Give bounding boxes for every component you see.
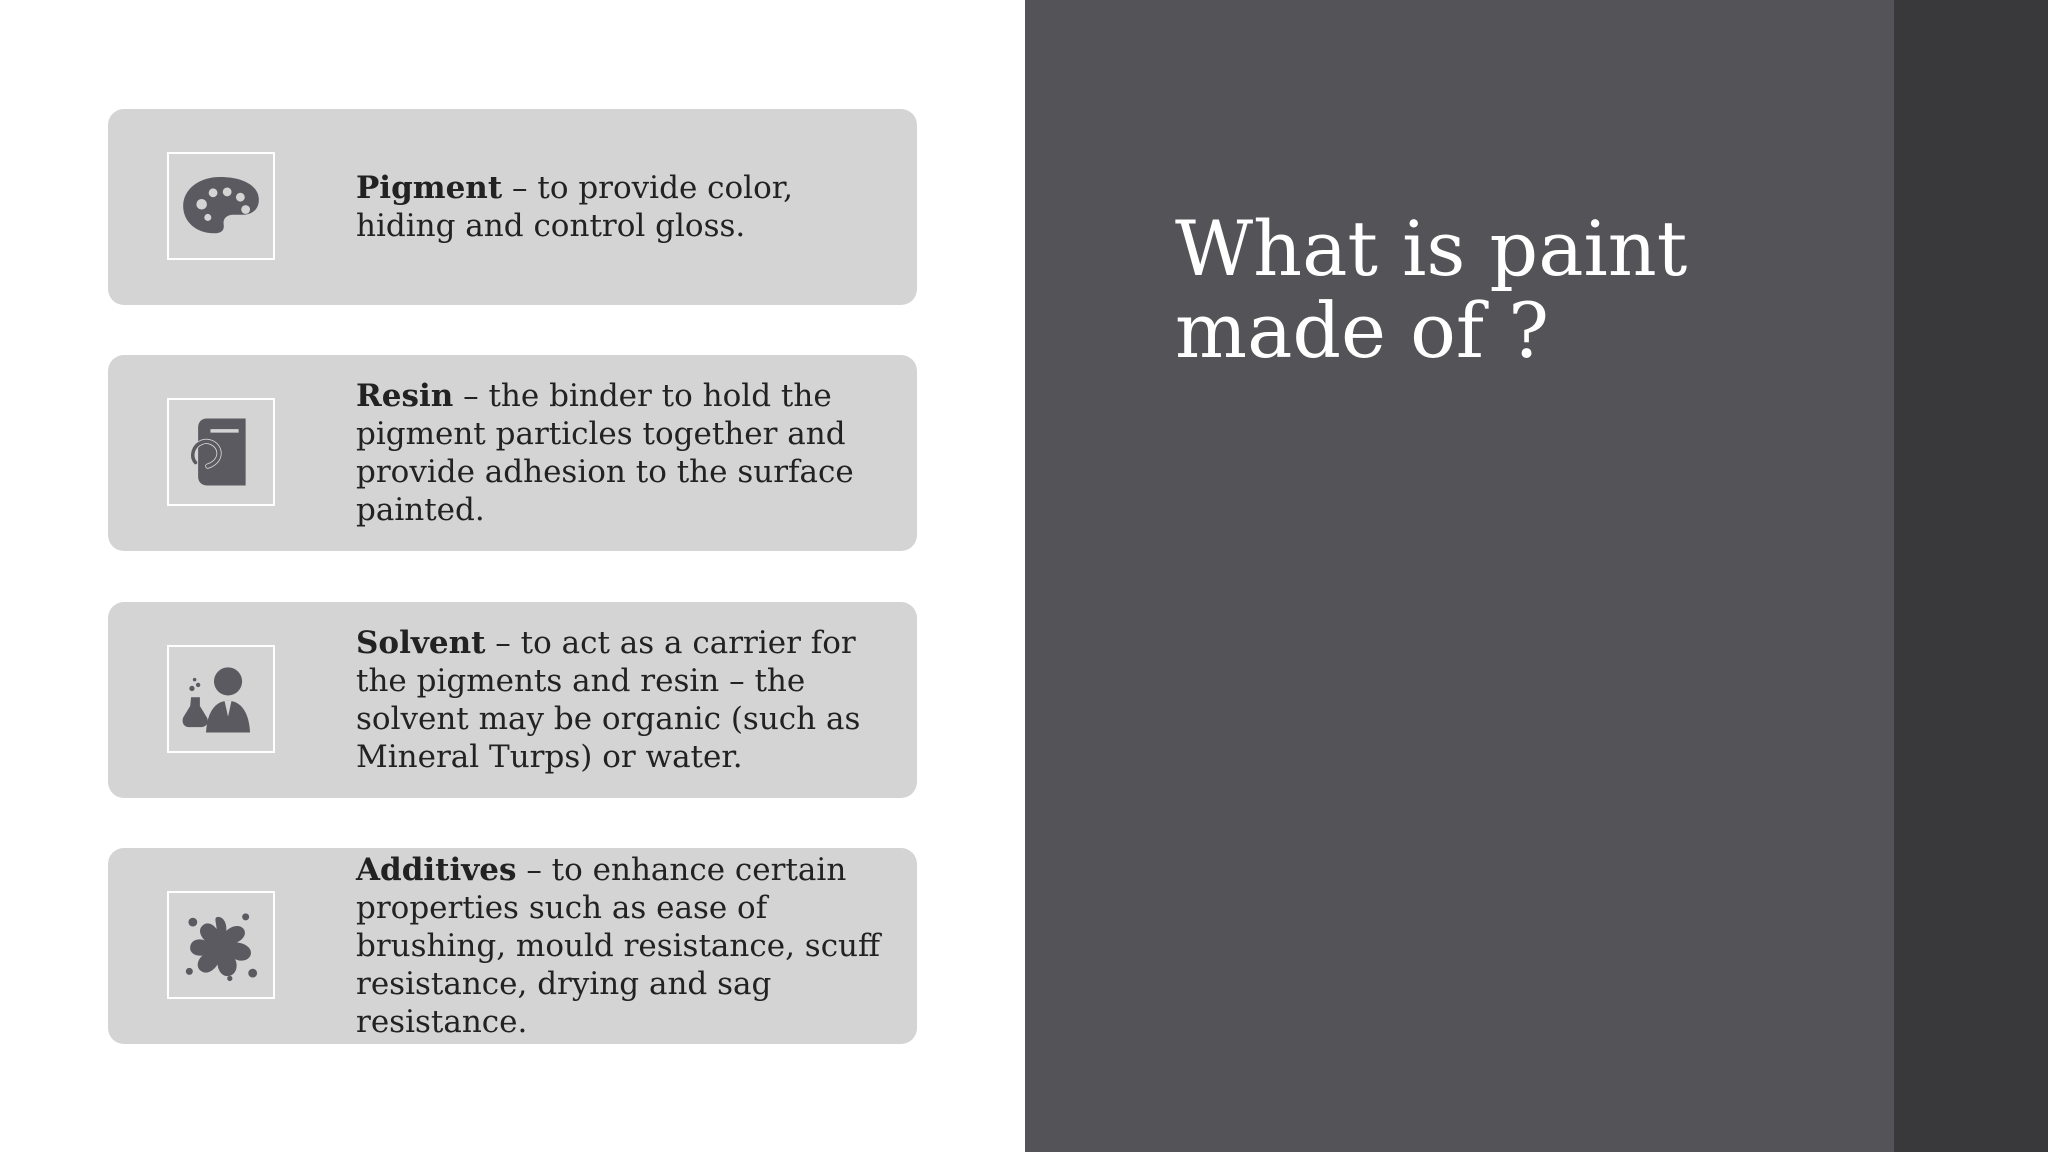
resin-description [356,355,896,551]
pigment-card [108,109,917,305]
additives-icon-frame [167,891,275,999]
additives-card [108,848,917,1044]
solvent-description [356,602,896,798]
additives-text: – to enhance certain properties such as ease of brushing, mould resistance, scuff resistance, drying and sag resistance. [356,852,881,1040]
solvent-paragraph [356,624,896,776]
slide-title: What is paint made of ? [1175,204,1688,375]
chemist-icon [177,655,265,743]
additives-paragraph [356,851,896,1041]
splatter-icon [177,901,265,989]
resin-card [108,355,917,551]
pigment-description [356,109,896,305]
pigment-paragraph [356,169,896,245]
solvent-text: – to act as a carrier for the pigments and resin – the solvent may be organic (such as Mineral Turps) or water. [356,625,861,775]
title-panel [1025,0,1894,1152]
pigment-text: – to provide color, hiding and control gloss. [356,170,794,244]
solvent-term: Solvent [356,625,486,661]
decorative-side-strip [1894,0,2048,1152]
palette-icon [177,162,265,250]
resin-icon-frame [167,398,275,506]
resin-term: Resin [356,378,454,414]
pigment-icon-frame [167,152,275,260]
pigment-term: Pigment [356,170,503,206]
resin-text: – the binder to hold the pigment particles together and provide adhesion to the surface painted. [356,378,854,528]
additives-description [356,848,896,1044]
solvent-icon-frame [167,645,275,753]
additives-term: Additives [356,852,517,888]
solvent-card [108,602,917,798]
paint-bucket-icon [177,408,265,496]
resin-paragraph [356,377,896,529]
